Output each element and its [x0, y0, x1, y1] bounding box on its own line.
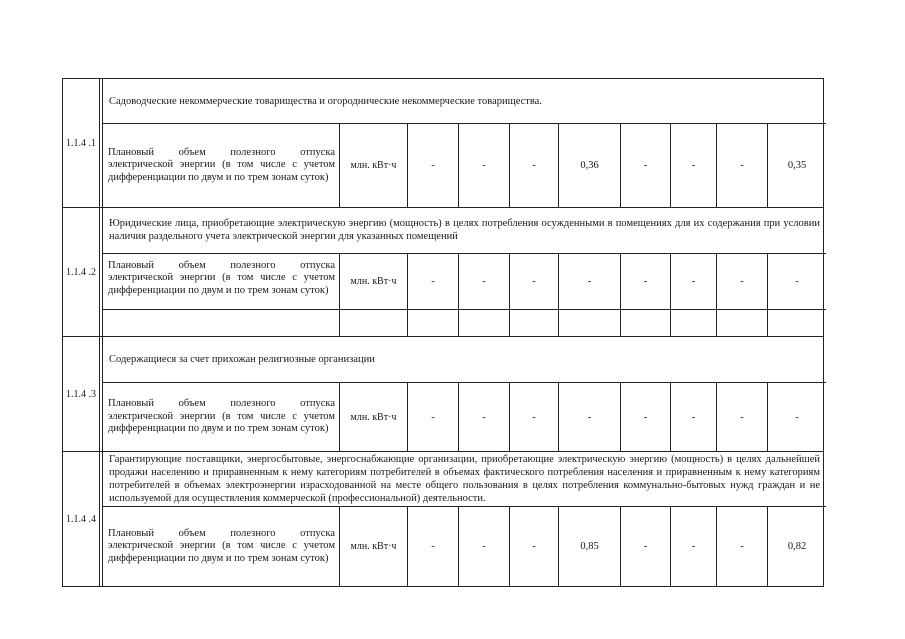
- section-body: [102, 79, 826, 207]
- indicator-text: Плановый объем полезного отпуска электрической энергии (в том числе с учетом дифференциации по двум и по трем зонам суток): [108, 398, 335, 435]
- unit-cell: млн. кВт·ч: [339, 254, 407, 310]
- value-cell: 0,82: [767, 507, 826, 586]
- tariff-table: [62, 78, 824, 587]
- empty-cell: [103, 310, 339, 336]
- indicator-description: [103, 383, 339, 451]
- value-cell: -: [458, 124, 509, 207]
- value-cell: -: [620, 507, 670, 586]
- empty-cell: [339, 310, 407, 336]
- value-cell: -: [458, 383, 509, 451]
- empty-cell: [767, 310, 826, 336]
- value-cell: -: [620, 383, 670, 451]
- empty-cell: [407, 310, 458, 336]
- empty-cell: [716, 310, 767, 336]
- section-1-1-4-2: [63, 207, 823, 336]
- row-number: 1.1.4 .2: [63, 208, 100, 336]
- section-title: [103, 79, 826, 124]
- indicator-row: [103, 507, 826, 586]
- section-title: [103, 337, 826, 383]
- value-cell: -: [458, 507, 509, 586]
- value-cell: -: [407, 383, 458, 451]
- value-cell: -: [670, 124, 716, 207]
- value-cell: -: [509, 254, 558, 310]
- row-number: 1.1.4 .1: [63, 79, 100, 207]
- indicator-description: [103, 254, 339, 310]
- section-title-text: Содержащиеся за счет прихожан религиозные организации: [109, 354, 375, 365]
- indicator-text: Плановый объем полезного отпуска электрической энергии (в том числе с учетом дифференциации по двум и по трем зонам суток): [108, 146, 335, 183]
- section-body: [102, 452, 826, 586]
- unit-cell: млн. кВт·ч: [339, 124, 407, 207]
- indicator-text: Плановый объем полезного отпуска электрической энергии (в том числе с учетом дифференциации по двум и по трем зонам суток): [108, 259, 335, 296]
- value-cell: -: [558, 383, 620, 451]
- value-cell: -: [458, 254, 509, 310]
- indicator-description: [103, 124, 339, 207]
- value-cell: -: [620, 254, 670, 310]
- section-1-1-4-4: [63, 451, 823, 586]
- value-cell: -: [407, 124, 458, 207]
- indicator-row: [103, 254, 826, 310]
- row-number: 1.1.4 .3: [63, 337, 100, 451]
- section-title-text: Юридические лица, приобретающие электрическую энергию (мощность) в целях потребления осужденными в помещениях для их содержания при условии наличия раздельного учета электрической энергии для указанных помещений: [109, 218, 820, 243]
- empty-cell: [458, 310, 509, 336]
- value-cell: -: [716, 254, 767, 310]
- value-cell: -: [716, 507, 767, 586]
- indicator-description: [103, 507, 339, 586]
- section-1-1-4-1: [63, 79, 823, 207]
- empty-cell: [558, 310, 620, 336]
- value-cell: -: [407, 254, 458, 310]
- section-body: [102, 208, 826, 336]
- value-cell: -: [767, 383, 826, 451]
- value-cell: -: [509, 124, 558, 207]
- section-body: [102, 337, 826, 451]
- value-cell: -: [558, 254, 620, 310]
- value-cell: -: [509, 507, 558, 586]
- empty-cell: [620, 310, 670, 336]
- section-title: [103, 208, 826, 254]
- value-cell: 0,85: [558, 507, 620, 586]
- empty-cell: [670, 310, 716, 336]
- section-1-1-4-3: [63, 336, 823, 451]
- section-title: [103, 452, 826, 507]
- value-cell: -: [670, 507, 716, 586]
- section-title-text: Садоводческие некоммерческие товарищества и огороднические некоммерческие товарищества.: [109, 95, 542, 107]
- value-cell: -: [670, 383, 716, 451]
- value-cell: -: [620, 124, 670, 207]
- indicator-row: [103, 124, 826, 207]
- empty-cell: [509, 310, 558, 336]
- section-title-text: Гарантирующие поставщики, энергосбытовые, энергоснабжающие организации, приобретающие электрическую энергию (мощность) в целях дальнейшей продажи населению и приравненным к нему категориям потребителей в объемах фактического потребления населения и приравненным к нему категориям потребителей в объемах электроэнергии израсходованной на месте общего пользования в целях потребления коммунально-бытовых нужд граждан и не используемой для осуществления коммерческой (профессиональной) деятельности.: [109, 454, 820, 504]
- value-cell: -: [670, 254, 716, 310]
- value-cell: 0,35: [767, 124, 826, 207]
- value-cell: -: [767, 254, 826, 310]
- value-cell: 0,36: [558, 124, 620, 207]
- empty-row: [103, 309, 826, 336]
- row-number: 1.1.4 .4: [63, 452, 100, 586]
- value-cell: -: [716, 124, 767, 207]
- unit-cell: млн. кВт·ч: [339, 507, 407, 586]
- value-cell: -: [407, 507, 458, 586]
- indicator-text: Плановый объем полезного отпуска электрической энергии (в том числе с учетом дифференциации по двум и по трем зонам суток): [108, 527, 335, 564]
- indicator-row: [103, 383, 826, 451]
- value-cell: -: [716, 383, 767, 451]
- value-cell: -: [509, 383, 558, 451]
- unit-cell: млн. кВт·ч: [339, 383, 407, 451]
